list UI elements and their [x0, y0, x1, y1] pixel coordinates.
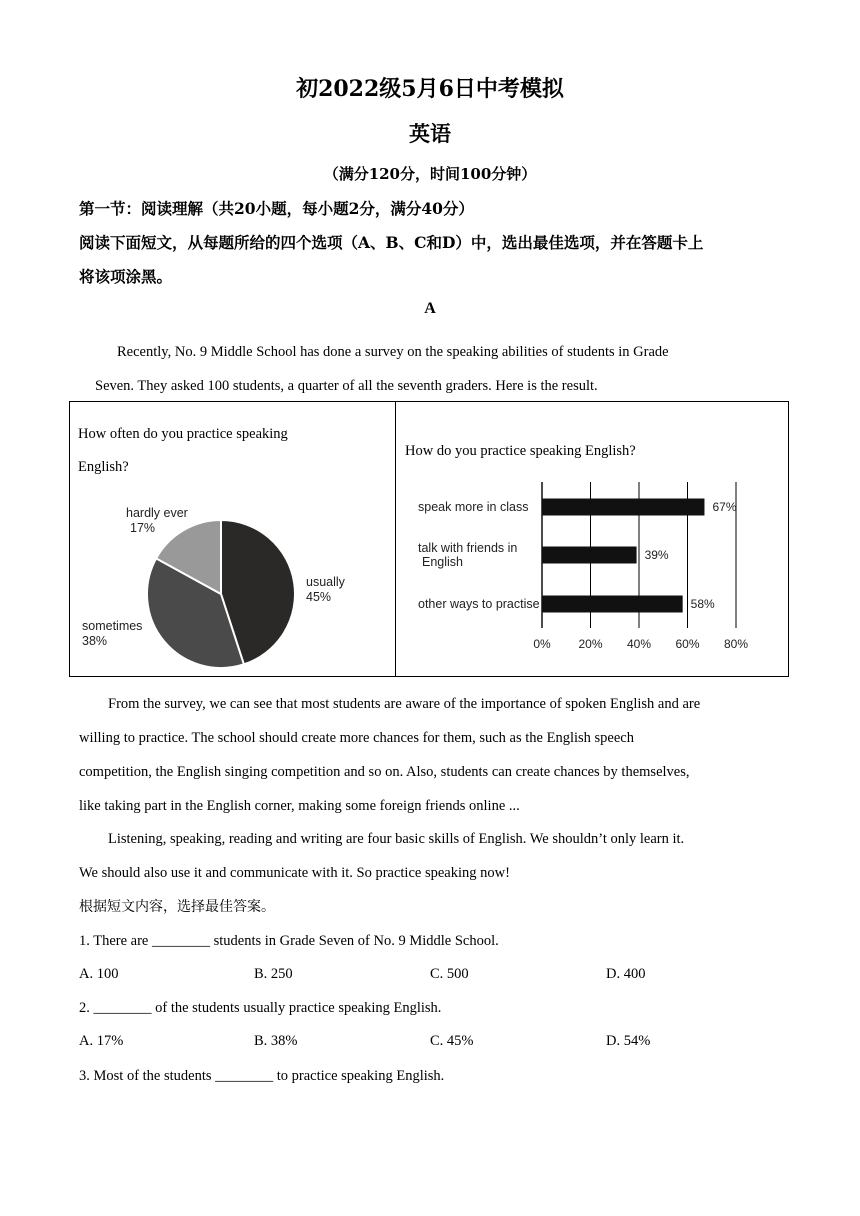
exam-title: 初2022级5月6日中考模拟: [296, 76, 564, 102]
part-label: A: [424, 300, 436, 317]
bar-value-label: 39%: [644, 548, 669, 562]
bar-tick-label: 0%: [533, 637, 551, 651]
bar-2: [542, 547, 637, 564]
pie-label-sometimes: sometimes: [82, 619, 143, 633]
body-line-1: From the survey, we can see that most students are aware of the importance of spoken English and are: [108, 696, 701, 712]
question-2-option-c[interactable]: C. 45%: [430, 1033, 474, 1049]
question-1-option-a[interactable]: A. 100: [79, 966, 119, 982]
intro-line-1: Recently, No. 9 Middle School has done a survey on the speaking abilities of students in Grade: [117, 344, 669, 360]
question-1-option-b[interactable]: B. 250: [254, 966, 293, 982]
section-instruction-line-1: 阅读下面短文，从每题所给的四个选项（A、B、C和D）中，选出最佳选项，并在答题卡上: [79, 233, 704, 252]
question-2-option-d[interactable]: D. 54%: [606, 1033, 651, 1049]
bar-question: How do you practice speaking English?: [405, 443, 636, 459]
question-1-option-c[interactable]: C. 500: [430, 966, 469, 982]
question-2-stem: 2. ________ of the students usually practice speaking English.: [79, 1000, 442, 1016]
question-2-option-a[interactable]: A. 17%: [79, 1033, 124, 1049]
bar-category-label: talk with friends in: [418, 541, 518, 555]
pie-label-usually: usually: [306, 575, 345, 589]
bar-value-label: 67%: [712, 500, 737, 514]
pie-value-sometimes: 38%: [82, 634, 108, 648]
score-info: （满分120分，时间100分钟）: [323, 165, 537, 183]
body-line-4: like taking part in the English corner, making some foreign friends online ...: [79, 798, 520, 814]
bar-1: [542, 499, 704, 516]
answer-prompt: 根据短文内容，选择最佳答案。: [79, 899, 275, 915]
exam-subject: 英语: [409, 121, 451, 146]
pie-question-line-1: How often do you practice speaking: [78, 426, 288, 442]
bar-value-label: 58%: [690, 597, 715, 611]
bar-category-label: speak more in class: [418, 500, 529, 514]
question-2-option-b[interactable]: B. 38%: [254, 1033, 298, 1049]
pie-value-usually: 45%: [306, 590, 332, 604]
question-1-stem: 1. There are ________ students in Grade Seven of No. 9 Middle School.: [79, 933, 499, 949]
body-line-2: willing to practice. The school should create more chances for them, such as the English speech: [79, 730, 634, 746]
body-line-3: competition, the English singing competition and so on. Also, students can create chances by themselves,: [79, 764, 690, 780]
bar-chart: [398, 470, 786, 670]
body-line-6: We should also use it and communicate with it. So practice speaking now!: [79, 865, 510, 881]
bar-tick-label: 80%: [723, 637, 749, 651]
bar-tick-label: 40%: [626, 637, 652, 651]
question-1-option-d[interactable]: D. 400: [606, 966, 646, 982]
intro-line-2: Seven. They asked 100 students, a quarter of all the seventh graders. Here is the result.: [95, 378, 598, 394]
pie-label-hardly-ever: hardly ever: [126, 506, 188, 520]
pie-chart: [70, 495, 390, 675]
bar-category-label: other ways to practise: [418, 597, 540, 611]
bar-tick-label: 20%: [578, 637, 603, 651]
bar-category-label: English: [422, 555, 463, 569]
question-3-stem: 3. Most of the students ________ to practice speaking English.: [79, 1068, 445, 1084]
body-line-5: Listening, speaking, reading and writing are four basic skills of English. We shouldn’t only learn it.: [108, 831, 685, 847]
pie-question-line-2: English?: [78, 459, 129, 475]
figure-divider: [395, 401, 396, 677]
section-heading: 第一节：阅读理解（共20小题，每小题2分，满分40分）: [79, 199, 474, 218]
bar-tick-label: 60%: [675, 637, 700, 651]
section-instruction-line-2: 将该项涂黑。: [79, 267, 173, 286]
pie-value-hardly-ever: 17%: [130, 521, 156, 535]
bar-3: [542, 596, 683, 613]
